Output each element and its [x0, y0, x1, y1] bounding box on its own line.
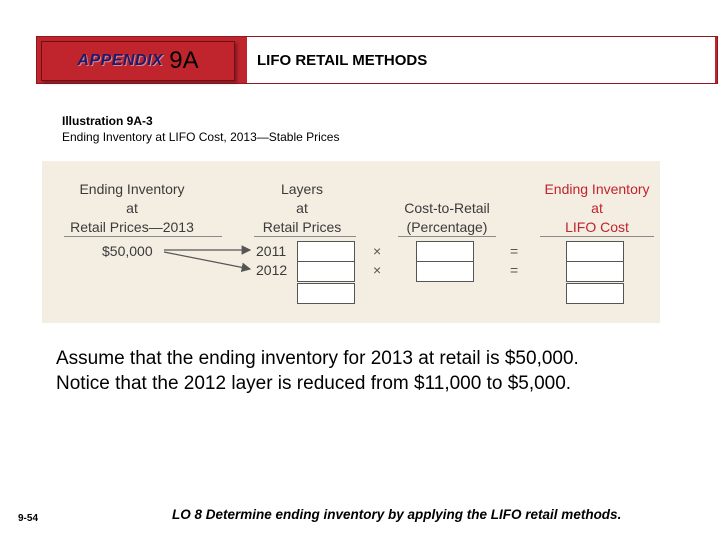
- col4-line2: at: [591, 200, 603, 216]
- arrow-to-2012: [164, 252, 250, 269]
- times-sign-1: ×: [373, 243, 382, 259]
- body-line-2: Notice that the 2012 layer is reduced from $11,000 to $5,000.: [56, 373, 572, 394]
- col2-line3: Retail Prices: [262, 219, 342, 235]
- col1-line2: at: [126, 200, 138, 216]
- col3-line2: (Percentage): [406, 219, 488, 235]
- col3-line1: Cost-to-Retail: [404, 200, 490, 216]
- layer-year-2012: 2012: [256, 262, 288, 278]
- col4-line1: Ending Inventory: [544, 181, 650, 197]
- equals-sign-2: =: [510, 262, 519, 278]
- illustration-number: Illustration 9A-3: [62, 114, 153, 128]
- layer-arrows: [42, 161, 660, 323]
- inventory-figure: [42, 161, 660, 323]
- equals-sign-1: =: [510, 243, 519, 259]
- appendix-label: [41, 41, 235, 81]
- body-line-1: Assume that the ending inventory for 2013 at retail is $50,000.: [56, 348, 579, 369]
- learning-objective: LO 8 Determine ending inventory by applying the LIFO retail methods.: [172, 507, 622, 522]
- ending-inventory-amount: $50,000: [102, 243, 153, 259]
- times-sign-2: ×: [373, 262, 382, 278]
- appendix-word: APPENDIX: [77, 52, 164, 69]
- page-number: 9-54: [18, 513, 39, 524]
- col1-line3: Retail Prices—2013: [70, 219, 194, 235]
- slide-title: LIFO RETAIL METHODS: [247, 37, 715, 83]
- col1-line1: Ending Inventory: [79, 181, 185, 197]
- illustration-caption: Ending Inventory at LIFO Cost, 2013—Stable Prices: [62, 130, 340, 144]
- col4-line3: LIFO Cost: [565, 219, 629, 235]
- header-banner: [36, 36, 718, 84]
- col2-line2: at: [296, 200, 308, 216]
- col2-line1: Layers: [280, 181, 324, 197]
- layer-year-2011: 2011: [256, 243, 287, 259]
- appendix-number: 9A: [169, 47, 199, 74]
